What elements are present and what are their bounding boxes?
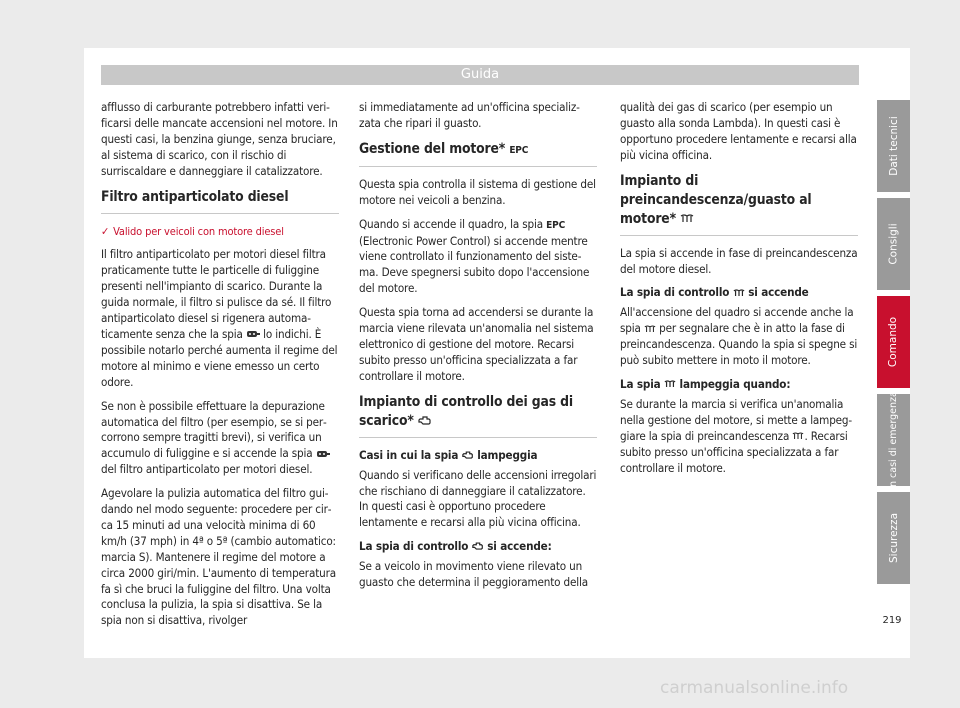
- glow-plug-icon: [644, 325, 656, 333]
- section-heading-engine-management: [359, 140, 597, 166]
- section-heading-exhaust-control: [359, 393, 597, 437]
- paragraph: La spia si accende in fase di preincandescenza del motore diesel.: [620, 245, 858, 276]
- heading-text: Gestione del motore*: [359, 140, 506, 157]
- column-3: [620, 100, 858, 484]
- paragraph: Agevolare la pulizia automatica del filtro guidando nel modo seguente: procedere per circa 15 minuti ad una velocità minima di 60 km/h (37 mph) in 4ª o 5ª (cambio automatico: marcia S). Mantenere il regime del motore a circa 2000 giri/min. L'aumento di temperatura fa sì che bruci la fuliggine del filtro. Una volta conclusa la pulizia, la spia si disattiva. Se la spia non si disattiva, rivolger: [101, 486, 336, 628]
- section-heading-wrap: [101, 188, 339, 214]
- tab-label: Sicurezza: [887, 512, 900, 564]
- text-span: del filtro antiparticolato per motori diesel.: [101, 462, 313, 477]
- tab-label: In casi di emergenza: [888, 390, 900, 490]
- text-span: (Electronic Power Control) si accende mentre viene controllato il funzionamento del sistema. Deve spegnersi subito dopo l'accensione del motore.: [359, 233, 590, 296]
- paragraph: Questa spia controlla il sistema di gestione del motore nei veicoli a benzina.: [359, 176, 596, 207]
- watermark: carmanualsonline.info: [660, 678, 849, 698]
- tab-comando[interactable]: [877, 296, 910, 388]
- page-header: Guida: [101, 65, 859, 85]
- text-span: lampeggia: [477, 447, 538, 462]
- check-icon: ✓: [101, 224, 110, 238]
- paragraph: [620, 305, 858, 369]
- applicability-note: [101, 224, 339, 240]
- glow-plug-icon: [792, 432, 804, 440]
- tab-dati-tecnici[interactable]: [877, 100, 910, 192]
- engine-check-icon: [418, 416, 432, 426]
- column-1: [101, 100, 339, 637]
- section-heading-wrap: [359, 393, 597, 438]
- tab-label: Consigli: [887, 223, 900, 265]
- tab-sicurezza[interactable]: [877, 492, 910, 584]
- subheading: [620, 285, 858, 301]
- epc-icon: EPC: [546, 219, 566, 231]
- section-heading-wrap: [620, 172, 858, 236]
- column-2: [359, 100, 597, 599]
- diesel-particulate-filter-icon: [316, 450, 330, 458]
- text-span: La spia di controllo: [359, 539, 469, 554]
- page-number: 219: [882, 615, 902, 626]
- paragraph: [620, 397, 858, 477]
- text-span: La spia: [620, 376, 661, 391]
- text-span: Casi in cui la spia: [359, 447, 459, 462]
- section-heading-dpf: Filtro antiparticolato diesel: [101, 188, 289, 205]
- text-span: Se durante la marcia si verifica un'anomalia nella gestione del motore, si mette a lampeggiare la spia di preincandescenza: [620, 396, 853, 443]
- tab-label: Comando: [887, 316, 900, 368]
- glow-plug-icon: [680, 214, 694, 223]
- text-span: . Recarsi subito presso un'officina specializzata a far controllare il motore.: [620, 428, 848, 475]
- heading-text: Impianto di preincandescenza/guasto al motore*: [620, 172, 812, 227]
- text-span: per segnalare che è in atto la fase di preincandescenza. Quando la spia si spegne si può subito mettere in moto il motore.: [620, 321, 858, 368]
- paragraph: [101, 247, 339, 390]
- epc-icon: EPC: [509, 144, 529, 156]
- text-span: Se non è possibile effettuare la depurazione automatica del filtro (per esempio, se si percorrono sempre tragitti brevi), si verifica un accumulo di fuliggine e si accende la spia: [101, 398, 327, 461]
- text-span: lampeggia quando:: [679, 376, 791, 391]
- paragraph: Se a veicolo in movimento viene rilevato un guasto che determina il peggioramento della: [359, 559, 589, 590]
- paragraph: [101, 399, 339, 479]
- glow-plug-icon: [664, 380, 676, 388]
- text-span: Il filtro antiparticolato per motori diesel filtra praticamente tutte le particelle di fuliggine presenti nell'impianto di scarico. Durante la guida normale, il filtro si pulisce da sé. Il filtro antiparticolato diesel si rigenera automaticamente senza che la spia: [101, 247, 332, 341]
- tab-label: Dati tecnici: [887, 116, 900, 176]
- subheading: [620, 377, 858, 393]
- text-span: La spia di controllo: [620, 285, 730, 300]
- text-span: si accende:: [487, 539, 552, 554]
- text-span: All'accensione del quadro si accende anche la spia: [620, 305, 854, 336]
- paragraph: [359, 217, 597, 298]
- diesel-particulate-filter-icon: [246, 330, 260, 338]
- paragraph: qualità dei gas di scarico (per esempio un guasto alla sonda Lambda). In questi casi è opportuno procedere lentamente e recarsi alla più vicina officina.: [620, 100, 857, 162]
- text-span: lo indichi. È possibile notarlo perché aumenta il regime del motore al minimo e viene emesso un certo odore.: [101, 326, 338, 389]
- paragraph: si immediatamente ad un'officina specializzata che ripari il guasto.: [359, 100, 580, 130]
- subheading: [359, 448, 597, 464]
- glow-plug-icon: [733, 289, 745, 297]
- subheading: [359, 539, 597, 555]
- text-span: Quando si accende il quadro, la spia: [359, 216, 543, 231]
- paragraph: afflusso di carburante potrebbero infatti verificarsi delle mancate accensioni nel motore. In questi casi, la benzina giunge, senza bruciare, al sistema di scarico, con il rischio di surriscaldare e danneggiare il catalizzatore.: [101, 100, 338, 178]
- tab-emergenza[interactable]: [877, 390, 910, 490]
- engine-check-icon: [472, 542, 484, 551]
- engine-check-icon: [462, 451, 474, 460]
- text-span: si accende: [748, 285, 809, 300]
- heading-text: Impianto di controllo dei gas di scarico*: [359, 393, 573, 429]
- section-heading-wrap: [359, 140, 597, 167]
- section-heading-glow-plug: [620, 172, 858, 235]
- tab-consigli[interactable]: [877, 198, 910, 290]
- paragraph: Quando si verificano delle accensioni irregolari che rischiano di danneggiare il catalizzatore. In questi casi è opportuno procedere lentamente e recarsi alla più vicina officina.: [359, 467, 597, 530]
- note-text: Valido per veicoli con motore diesel: [113, 224, 284, 238]
- paragraph: Questa spia torna ad accendersi se durante la marcia viene rilevata un'anomalia nel sistema elettronico di gestione del motore. Recarsi subito presso un'officina specializzata a far controllare il motore.: [359, 305, 594, 383]
